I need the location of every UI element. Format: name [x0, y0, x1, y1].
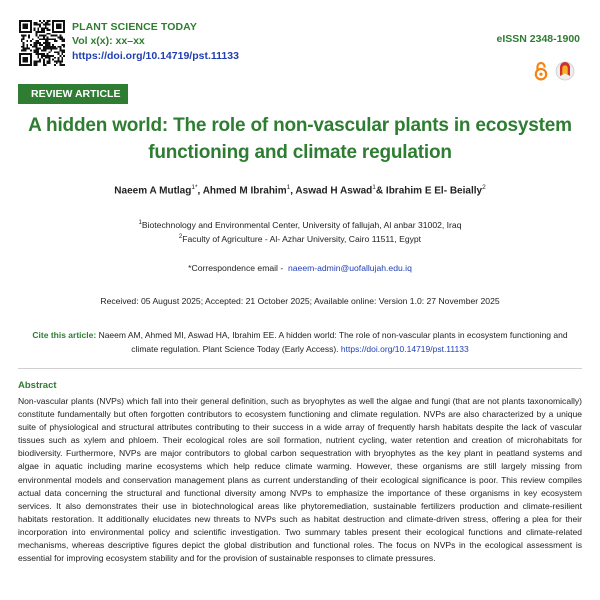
journal-name: PLANT SCIENCE TODAY	[72, 21, 198, 33]
author-name: Aswad H Aswad	[295, 185, 373, 197]
title-line-2: functioning and climate regulation	[148, 142, 452, 163]
affiliation-text: Faculty of Agriculture - Al- Azhar University, Cairo 11511, Egypt	[182, 234, 422, 244]
affiliation-sup: 2	[178, 234, 183, 241]
article-title	[0, 112, 600, 166]
journal-doi-link[interactable]: https://doi.org/10.14719/pst.11133	[72, 50, 239, 62]
citation	[18, 329, 582, 356]
correspondence-label: *Correspondence email -	[188, 263, 284, 273]
abstract-heading: Abstract	[18, 380, 57, 391]
author-sep: ,	[290, 185, 296, 197]
abstract-text: Non-vascular plants (NVPs) which fall into their general definition, such as bryophytes as well the algae and fungi (that are not plants taxonomically) constitute fundamentally but often forgotten contributors to ecosystem functioning and climate regulation. NVPs are also characterized by a unique suite of physiological and structural attributes contributing to their success in a wide array of frequently harsh habitats despite the lack of vascular tissues such as xylem and phloem. Their ecological roles are soil formation, nutrient cycling, water retention and creation of microhabitats for biodiversity. Furthermore, NVPs are major contributors to global carbon sequestration with bryophytes as the key plant in peatland systems and algae in aquatic including marine ecosystems which help reduce climate warming. However, these organisms are still largely missing from environmental models and conservation management plans as current understanding of their ecological significance is poor. This review compiles actual data concerning the structural and functional diversity among NVPs to emphasize the importance of these organisms in key ecosystem services. It also demonstrates their use in biotechnological areas like phytoremediation, sustainable fertilizers production and climate-resilient habitats restoration. It additionally elucidates new threats to NVPs such as habitat destruction and climate-driven stress, offering a plea for their incorporation into environmental policy and scientific investigation. Two summary tables present their ecological functions and climate-related mechanisms, whereas descriptive figures depict the global distribution and functional roles. The focus on NVPs in the ecological assessment is essential for improving ecosystem stability and for the provision of sustainable responses to climate pressures.	[18, 396, 582, 564]
affiliation-sup: 1	[138, 220, 142, 227]
authors	[0, 184, 600, 196]
qr-code-icon	[19, 20, 65, 66]
author-name: Ibrahim E El- Beially	[385, 185, 483, 197]
affiliation-1	[0, 220, 600, 230]
affiliation-2	[0, 234, 600, 244]
author-sup: 2	[482, 184, 486, 191]
author-name: Naeem A Mutlag	[114, 185, 192, 197]
affiliation-text: Biotechnology and Environmental Center, University of fallujah, Al anbar 31002, Iraq	[141, 220, 462, 230]
author-sup: 1*	[191, 184, 198, 191]
author-sup: 1	[286, 184, 291, 191]
citation-text: Naeem AM, Ahmed MI, Aswad HA, Ibrahim EE. A hidden world: The role of non-vascular plants in ecosystem functioning and climate regulation. Plant Science Today (Early Access).	[98, 330, 568, 354]
author-sup: 1	[372, 184, 376, 191]
correspondence-email-link[interactable]: naeem-admin@uofallujah.edu.iq	[287, 263, 412, 273]
citation-label: Cite this article:	[32, 330, 97, 340]
open-access-icon[interactable]	[534, 61, 548, 81]
article-type-badge: REVIEW ARTICLE	[18, 84, 128, 104]
eissn: eISSN 2348-1900	[496, 33, 580, 45]
citation-doi-link[interactable]: https://doi.org/10.14719/pst.11133	[340, 343, 469, 354]
journal-volume: Vol x(x): xx–xx	[72, 35, 145, 47]
author-name: Ahmed M Ibrahim	[202, 185, 287, 197]
correspondence	[0, 263, 600, 273]
author-sep: &	[375, 185, 386, 197]
crossmark-icon[interactable]	[554, 61, 576, 81]
article-dates: Received: 05 August 2025; Accepted: 21 October 2025; Available online: Version 1.0: 27 November 2025	[100, 296, 500, 306]
title-line-1: A hidden world: The role of non-vascular plants in ecosystem	[28, 115, 572, 136]
author-sep: ,	[197, 185, 203, 197]
divider	[18, 368, 582, 369]
